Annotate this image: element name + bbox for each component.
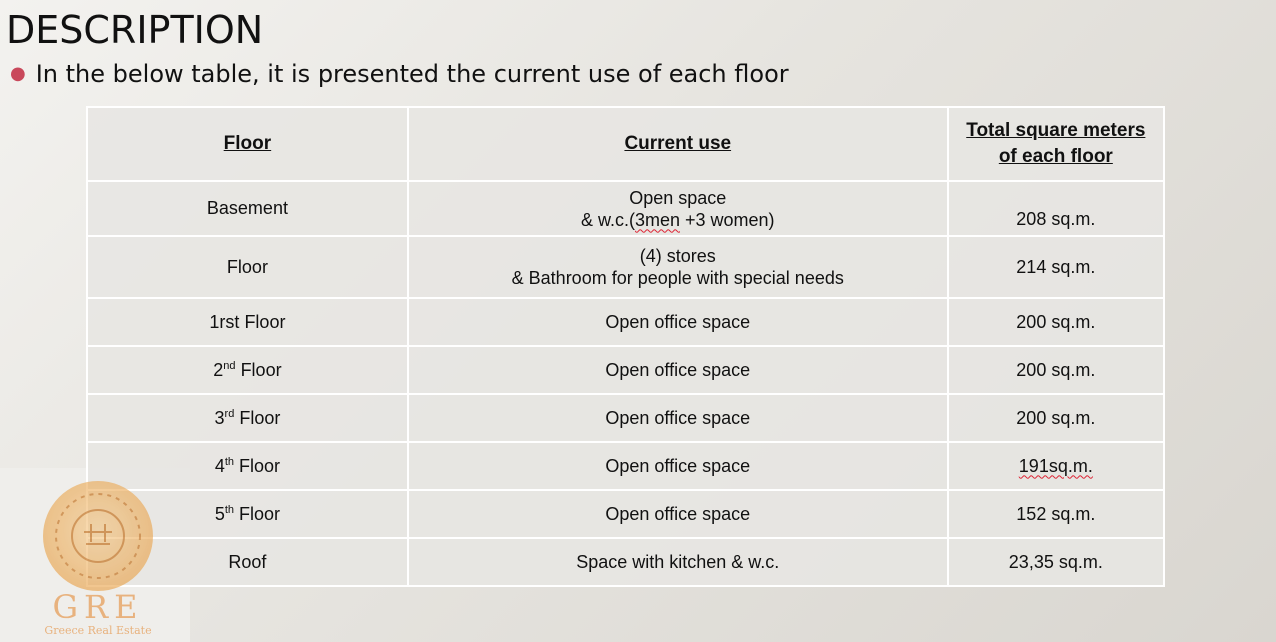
floors-table: [86, 106, 1165, 587]
cell-use: [408, 181, 948, 236]
cell-sqm: 214 sq.m.: [948, 236, 1164, 298]
cell-sqm: 200 sq.m.: [948, 394, 1164, 442]
floor-sup: rd: [224, 407, 235, 420]
use-line2: & Bathroom for people with special needs: [511, 268, 844, 288]
floor-num: 1rst: [209, 311, 240, 332]
cell-use: Open office space: [408, 394, 948, 442]
cell-floor: Floor: [87, 236, 408, 298]
header-sq-line2: of each floor: [998, 146, 1113, 167]
cell-floor: [87, 346, 408, 394]
logo-caption: Greece Real Estate: [44, 624, 152, 637]
cell-use: Open office space: [408, 442, 948, 490]
cell-sqm: 152 sq.m.: [948, 490, 1164, 538]
table-row: [87, 236, 1164, 298]
cell-sqm: 200 sq.m.: [948, 346, 1164, 394]
cell-use: Open office space: [408, 490, 948, 538]
cell-sqm: 23,35 sq.m.: [948, 538, 1164, 586]
table-row: [87, 394, 1164, 442]
table-row: [87, 346, 1164, 394]
bullet-dot-icon: ●: [10, 63, 26, 84]
table-row: [87, 490, 1164, 538]
floor-num: 2: [213, 359, 224, 380]
cell-floor: Roof: [87, 538, 408, 586]
use-line1: Open space: [629, 187, 727, 208]
bullet-label: In the below table, it is presented the current use of each floor: [35, 60, 789, 88]
use-line2a: & w.c.(: [580, 209, 635, 230]
floor-sup: th: [224, 455, 235, 468]
use-line1: (4) stores: [639, 246, 716, 266]
floor-num: 3: [214, 407, 225, 428]
sqm-value: 191sq.m.: [1018, 455, 1093, 476]
table-header-row: [87, 107, 1164, 181]
use-line2b: 3men: [634, 209, 680, 230]
floor-word: Floor: [239, 503, 281, 524]
cell-sqm: [948, 442, 1164, 490]
slide-title: DESCRIPTION: [6, 8, 264, 52]
header-current-use: Current use: [408, 107, 948, 181]
floor-word: Floor: [239, 455, 281, 476]
cell-floor: Basement: [87, 181, 408, 236]
cell-sqm: 208 sq.m.: [948, 181, 1164, 236]
table-row: [87, 538, 1164, 586]
sun-icon: [43, 481, 153, 591]
floor-sup: nd: [223, 359, 236, 372]
table-row: [87, 442, 1164, 490]
use-line2c: +3 women): [680, 209, 775, 230]
floor-word: Floor: [240, 359, 282, 380]
floor-sup: th: [224, 503, 235, 516]
cell-use: [408, 236, 948, 298]
bullet-text: [10, 60, 789, 88]
cell-floor: [87, 298, 408, 346]
header-sq-line1: Total square meters: [966, 120, 1146, 141]
cell-use: Space with kitchen & w.c.: [408, 538, 948, 586]
table-row: [87, 181, 1164, 236]
header-square-meters: [948, 107, 1164, 181]
floor-word: Floor: [244, 311, 286, 332]
logo-letters: GRE: [52, 588, 144, 626]
cell-sqm: 200 sq.m.: [948, 298, 1164, 346]
header-floor: Floor: [87, 107, 408, 181]
cell-use: Open office space: [408, 346, 948, 394]
table-row: [87, 298, 1164, 346]
floor-num: 5: [214, 503, 225, 524]
cell-floor: [87, 394, 408, 442]
floor-word: Floor: [239, 407, 281, 428]
cell-use: Open office space: [408, 298, 948, 346]
floor-num: 4: [214, 455, 225, 476]
gre-logo: [36, 480, 160, 640]
